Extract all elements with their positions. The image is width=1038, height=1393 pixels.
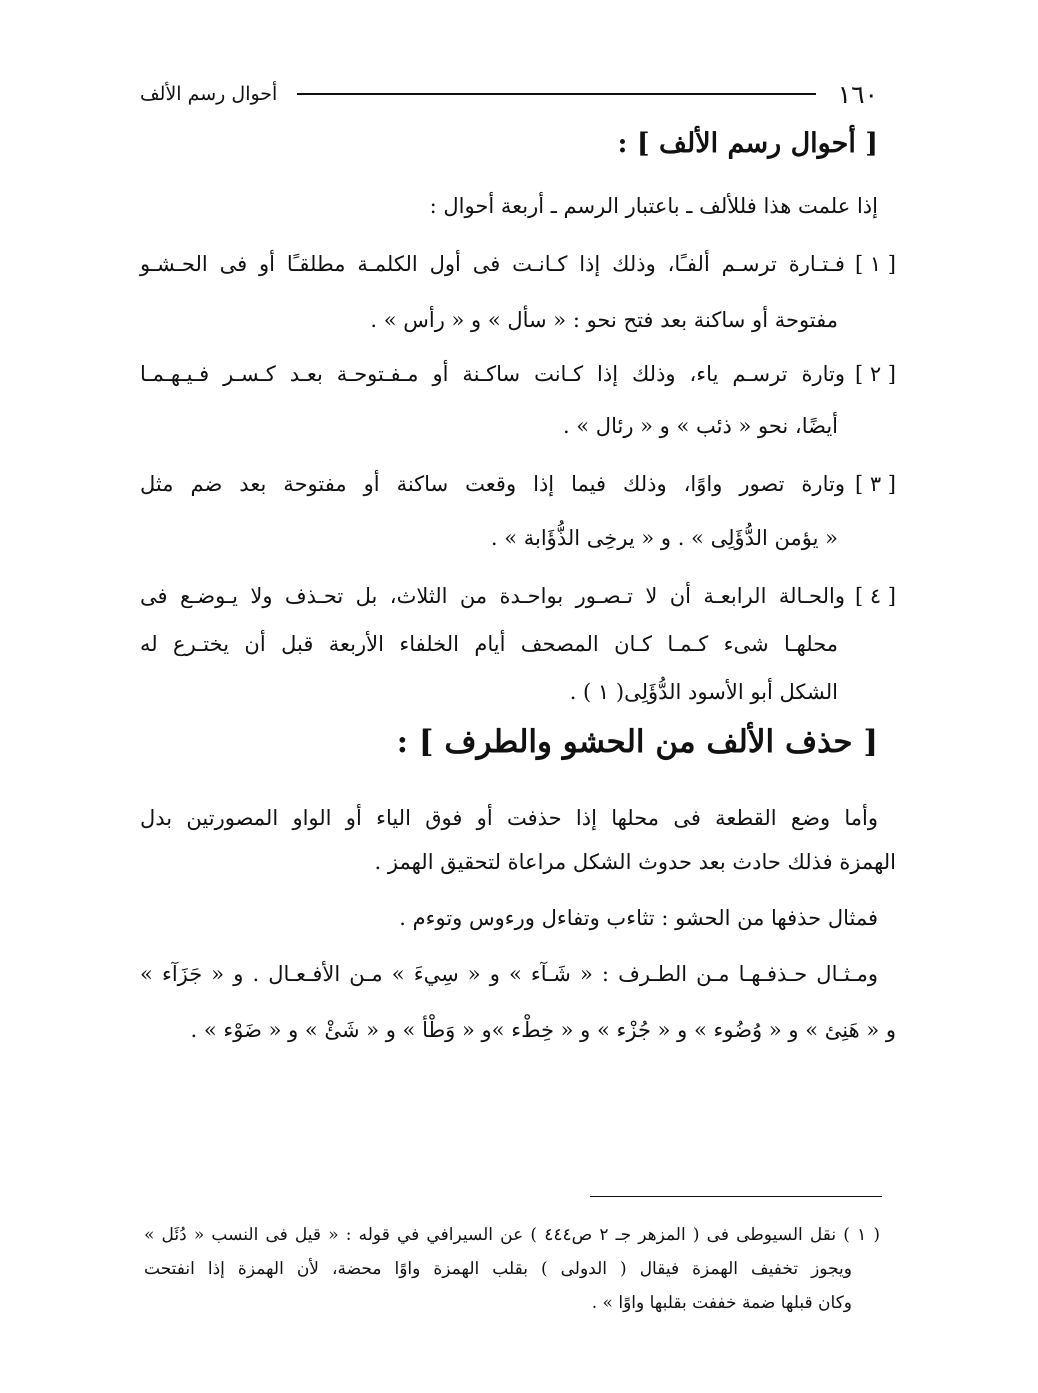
- paragraph-line: الهمزة فذلك حادث بعد حدوث الشكل مراعاة لتحقيق الهمز .: [374, 850, 896, 874]
- list-item-2: [140, 354, 896, 446]
- running-header: [140, 74, 878, 114]
- page-number: ١٦٠: [837, 79, 878, 109]
- intro-paragraph: إذا علمت هذا فللألف ـ باعتبار الرسم ـ أربعة أحوال :: [429, 194, 878, 218]
- item-number: [ ٤ ]: [854, 584, 896, 608]
- item-continuation: مفتوحة أو ساكنة بعد فتح نحو : « سأل » و « رأس » .: [370, 308, 838, 332]
- item-continuation: الشكل أبو الأسود الدُّؤَلِى( ١ ) .: [569, 680, 838, 704]
- footnotes: [144, 1218, 880, 1320]
- section-heading-alef-states: [ أحوال رسم الألف ] :: [617, 128, 878, 159]
- item-number: [ ١ ]: [854, 252, 896, 276]
- paragraph-line: ومـثـال حـذفـهـا مـن الطـرف : « شَـآء » و « سِيءَ » مـن الأفـعـال . و « جَزَآء »: [140, 962, 878, 986]
- running-title: أحوال رسم الألف: [140, 83, 278, 105]
- item-number: [ ٣ ]: [854, 472, 896, 496]
- footnote-line: ( ١ ) نقل السيوطى فى ( المزهر جـ ٢ ص٤٤٤ ) عن السيرافي في قوله : « قيل فى النسب « دُئَل »: [144, 1225, 881, 1245]
- item-number: [ ٢ ]: [854, 362, 896, 386]
- item-text: فـتـارة ترسـم ألفـًا، وذلك إذا كـانـت فى أول الكلمـة مطلقـًا أو فى الحـشـو: [140, 252, 845, 276]
- footnote-line: وكان قبلها ضمة خففت بقلبها واوًا » .: [591, 1293, 852, 1313]
- paragraph-line: وأما وضع القطعة فى محلها إذا حذفت أو فوق الياء أو الواو المصورتين بدل: [140, 806, 878, 830]
- item-text: وتارة تصور واوًا، وذلك فيما إذا وقعت ساكنة أو مفتوحة بعد ضم مثل: [140, 472, 845, 496]
- footnote-line: ويجوز تخفيف الهمزة فيقال ( الدولى ) بقلب الهمزة واوًا محضة، لأن الهمزة إذا انفتحت: [144, 1259, 852, 1279]
- item-continuation: محلهـا شىء كـمـا كـان المصحف أيام الخلفاء الأربعة قبل أن يختـرع له: [140, 632, 838, 656]
- paragraph-line: و « هَنِئ » و « وُضُوء » و « جُزْء » و « خِطْء »و « وَطْأ » و « شَئْ » و « ضَوْء » .: [190, 1018, 896, 1042]
- item-text: والحـالة الرابعـة أن لا تـصـور بواحـدة من الثلاث، بل تحـذف ولا يـوضـع فى: [140, 584, 845, 608]
- item-continuation: « يؤمن الدُّؤَلِى » . و « يرخِى الذُّؤَابة » .: [490, 526, 838, 550]
- list-item-3: [140, 464, 896, 558]
- list-item-4: [140, 576, 896, 712]
- item-continuation: أيضًا، نحو « ذئب » و « رئال » .: [562, 414, 838, 438]
- item-text: وتارة ترسـم ياء، وذلك إذا كـانت ساكـنة أو مـفـتوحـة بعـد كـسـر فـيـهـمـا: [140, 362, 845, 386]
- section-heading-alef-deletion: [ حذف الألف من الحشو والطرف ] :: [396, 724, 878, 760]
- paragraph: فمثال حذفها من الحشو : تثاءب وتفاءل ورءوس وتوءم .: [399, 906, 878, 930]
- list-item-1: [140, 244, 896, 340]
- header-rule: [297, 93, 815, 95]
- footnote-rule: [590, 1196, 882, 1197]
